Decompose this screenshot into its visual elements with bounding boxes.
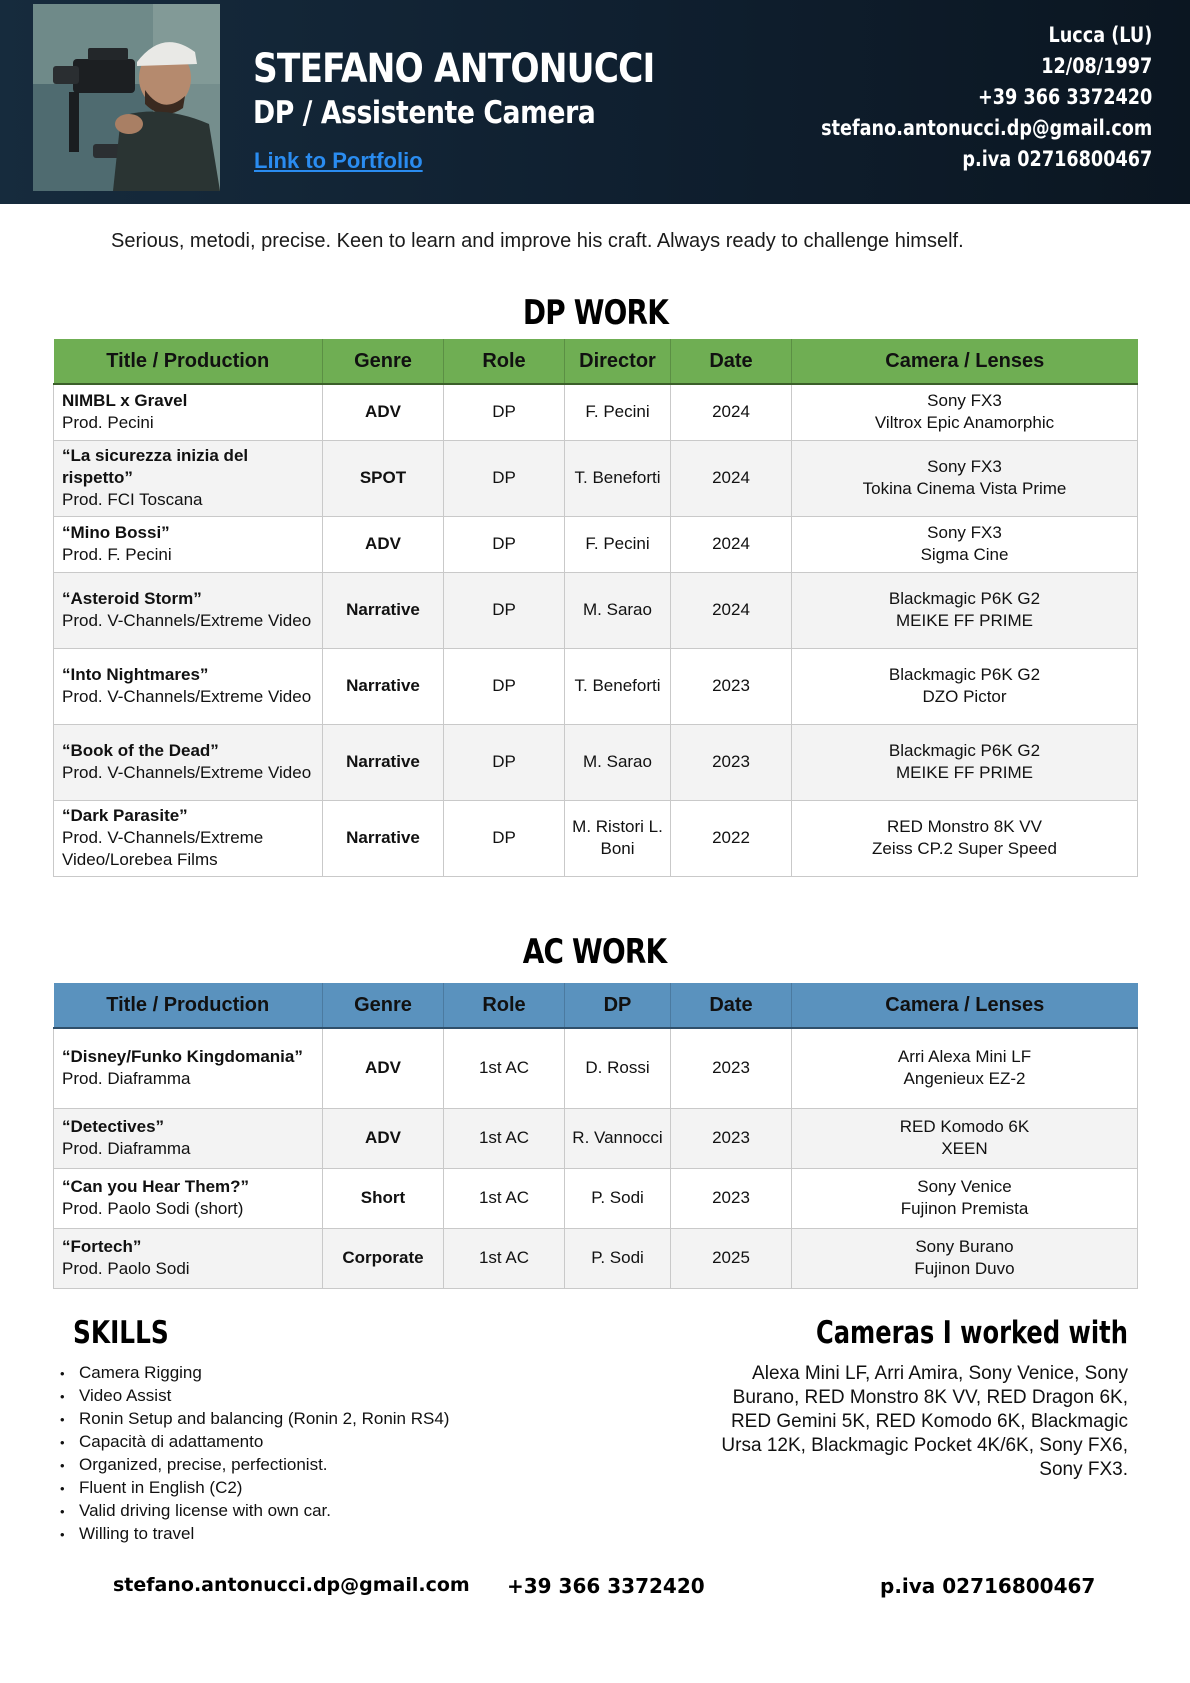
- project-title: “Mino Bossi”: [62, 523, 170, 542]
- director-cell: F. Pecini: [565, 516, 671, 572]
- project-title: “Into Nightmares”: [62, 665, 209, 684]
- ac-header-cell: Date: [671, 983, 792, 1028]
- date-cell: 2024: [671, 440, 792, 516]
- role-cell: 1st AC: [444, 1108, 565, 1168]
- production-name: Prod. Diaframma: [62, 1139, 191, 1158]
- table-row: [54, 516, 1138, 572]
- project-title: “Can you Hear Them?”: [62, 1177, 250, 1196]
- director-cell: R. Vannocci: [565, 1108, 671, 1168]
- title-production-cell: [54, 724, 323, 800]
- camera-name: Blackmagic P6K G2: [888, 665, 1041, 684]
- title-production-cell: [54, 1168, 323, 1228]
- ac-header-cell: Camera / Lenses: [792, 983, 1138, 1028]
- production-name: Prod. V-Channels/Extreme Video: [62, 611, 312, 630]
- cameras-title: Cameras I worked with: [816, 1315, 1128, 1351]
- intro-text: Serious, metodi, precise. Keen to learn and improve his craft. Always ready to challenge himself.: [111, 230, 964, 252]
- project-title: “Fortech”: [62, 1237, 142, 1256]
- ac-work-table: [53, 983, 1138, 1289]
- title-production-cell: [54, 384, 323, 440]
- date-cell: 2023: [671, 724, 792, 800]
- date-cell: 2023: [671, 1108, 792, 1168]
- title-production-cell: [54, 1108, 323, 1168]
- table-row: [54, 800, 1138, 876]
- role-cell: DP: [444, 384, 565, 440]
- table-row: [54, 648, 1138, 724]
- production-name: Prod. Pecini: [62, 413, 154, 433]
- genre-cell: Short: [323, 1168, 444, 1228]
- header-banner: [0, 0, 1190, 204]
- director-cell: T. Beneforti: [565, 648, 671, 724]
- dp-work-title: DP WORK: [522, 293, 668, 333]
- production-name: Prod. Paolo Sodi (short): [62, 1199, 244, 1218]
- role-cell: 1st AC: [444, 1168, 565, 1228]
- role-cell: 1st AC: [444, 1028, 565, 1108]
- camera-lenses-cell: [792, 516, 1138, 572]
- dp-work-table: [53, 339, 1138, 877]
- cameras-list-text: Alexa Mini LF, Arri Amira, Sony Venice, Sony Burano, RED Monstro 8K VV, RED Dragon 6K, RED Gemini 5K, RED Komodo 6K, Blackmagic Ursa 12K, Blackmagic Pocket 4K/6K, Sony FX6, Sony FX3.: [721, 1363, 1128, 1480]
- camera-lenses-cell: [792, 1228, 1138, 1288]
- skill-item: • Valid driving license with own car.: [60, 1500, 449, 1523]
- camera-name: RED Monstro 8K VV: [887, 817, 1042, 836]
- skill-item: • Ronin Setup and balancing (Ronin 2, Ronin RS4): [60, 1408, 449, 1431]
- lens-name: Tokina Cinema Vista Prime: [862, 479, 1067, 498]
- camera-lenses-cell: [792, 384, 1138, 440]
- ac-table-header-row: [54, 983, 1138, 1028]
- camera-lenses-cell: [792, 440, 1138, 516]
- portfolio-link[interactable]: Link to Portfolio: [254, 148, 423, 173]
- dp-header-cell: Title / Production: [54, 339, 323, 384]
- camera-name: RED Komodo 6K: [899, 1117, 1030, 1136]
- skills-list: [60, 1362, 449, 1546]
- director-cell: D. Rossi: [565, 1028, 671, 1108]
- footer-vat: p.iva 02716800467: [880, 1574, 1096, 1598]
- table-row: [54, 440, 1138, 516]
- date-cell: 2024: [671, 572, 792, 648]
- role-cell: DP: [444, 724, 565, 800]
- genre-cell: ADV: [323, 1028, 444, 1108]
- title-production-cell: [54, 516, 323, 572]
- role-cell: DP: [444, 516, 565, 572]
- role-cell: DP: [444, 800, 565, 876]
- skill-item: • Fluent in English (C2): [60, 1477, 449, 1500]
- production-name: Prod. Diaframma: [62, 1069, 191, 1089]
- ac-header-cell: DP: [565, 983, 671, 1028]
- ac-header-cell: Role: [444, 983, 565, 1028]
- date-cell: 2023: [671, 1028, 792, 1108]
- date-cell: 2022: [671, 800, 792, 876]
- dp-table-header-row: [54, 339, 1138, 384]
- title-production-cell: [54, 648, 323, 724]
- production-name: Prod. V-Channels/Extreme Video: [62, 763, 312, 782]
- lens-name: MEIKE FF PRIME: [896, 611, 1033, 630]
- director-cell: M. Sarao: [565, 724, 671, 800]
- footer-email: stefano.antonucci.dp@gmail.com: [113, 1574, 470, 1596]
- lens-name: Zeiss CP.2 Super Speed: [872, 839, 1057, 858]
- contact-birthdate: 12/08/1997: [1040, 54, 1152, 78]
- director-cell: T. Beneforti: [565, 440, 671, 516]
- table-row: [54, 724, 1138, 800]
- project-title: “Disney/Funko Kingdomania”: [62, 1047, 303, 1067]
- genre-cell: Narrative: [323, 724, 444, 800]
- skill-item: • Willing to travel: [60, 1523, 449, 1546]
- profile-photo: [33, 4, 220, 191]
- project-title: “La sicurezza inizia del rispetto”: [62, 446, 249, 487]
- table-row: [54, 1228, 1138, 1288]
- table-row: [54, 1028, 1138, 1108]
- date-cell: 2024: [671, 516, 792, 572]
- camera-lenses-cell: [792, 1108, 1138, 1168]
- ac-table-body: [54, 1028, 1138, 1288]
- project-title: NIMBL x Gravel: [62, 391, 188, 411]
- camera-lenses-cell: [792, 1168, 1138, 1228]
- camera-lenses-cell: [792, 572, 1138, 648]
- title-production-cell: [54, 1228, 323, 1288]
- genre-cell: Corporate: [323, 1228, 444, 1288]
- lens-name: Angenieux EZ-2: [903, 1069, 1026, 1089]
- camera-name: Sony FX3: [927, 391, 1002, 411]
- role-cell: DP: [444, 572, 565, 648]
- project-title: “Detectives”: [62, 1117, 165, 1136]
- contact-phone: +39 366 3372420: [977, 85, 1152, 109]
- role-cell: 1st AC: [444, 1228, 565, 1288]
- camera-name: Sony Venice: [917, 1177, 1012, 1196]
- director-cell: M. Sarao: [565, 572, 671, 648]
- dp-header-cell: Camera / Lenses: [792, 339, 1138, 384]
- genre-cell: ADV: [323, 384, 444, 440]
- skills-title: SKILLS: [73, 1315, 169, 1351]
- director-cell: P. Sodi: [565, 1168, 671, 1228]
- production-name: Prod. F. Pecini: [62, 545, 172, 564]
- lens-name: MEIKE FF PRIME: [896, 763, 1033, 782]
- director-cell: M. Ristori L. Boni: [565, 800, 671, 876]
- lens-name: Sigma Cine: [920, 545, 1009, 564]
- contact-vat: p.iva 02716800467: [962, 147, 1152, 171]
- genre-cell: ADV: [323, 1108, 444, 1168]
- camera-name: Blackmagic P6K G2: [888, 741, 1041, 760]
- production-name: Prod. FCI Toscana: [62, 490, 203, 509]
- table-row: [54, 1168, 1138, 1228]
- camera-name: Sony FX3: [927, 523, 1002, 542]
- project-title: “Asteroid Storm”: [62, 589, 202, 608]
- director-cell: F. Pecini: [565, 384, 671, 440]
- date-cell: 2024: [671, 384, 792, 440]
- production-name: Prod. V-Channels/Extreme Video: [62, 687, 312, 706]
- person-name: STEFANO ANTONUCCI: [253, 46, 655, 92]
- lens-name: Fujinon Duvo: [914, 1259, 1015, 1278]
- genre-cell: Narrative: [323, 800, 444, 876]
- lens-name: Viltrox Epic Anamorphic: [874, 413, 1055, 433]
- dp-header-cell: Date: [671, 339, 792, 384]
- date-cell: 2023: [671, 1168, 792, 1228]
- camera-name: Blackmagic P6K G2: [888, 589, 1041, 608]
- lens-name: XEEN: [941, 1139, 988, 1158]
- ac-header-cell: Genre: [323, 983, 444, 1028]
- production-name: Prod. V-Channels/Extreme Video/Lorebea Films: [62, 828, 264, 869]
- dp-header-cell: Role: [444, 339, 565, 384]
- camera-lenses-cell: [792, 800, 1138, 876]
- table-row: [54, 572, 1138, 648]
- skill-item: • Capacità di adattamento: [60, 1431, 449, 1454]
- title-production-cell: [54, 1028, 323, 1108]
- genre-cell: Narrative: [323, 572, 444, 648]
- genre-cell: Narrative: [323, 648, 444, 724]
- job-title: DP / Assistente Camera: [253, 95, 596, 131]
- title-production-cell: [54, 572, 323, 648]
- skill-item: • Camera Rigging: [60, 1362, 449, 1385]
- skill-item: • Organized, precise, perfectionist.: [60, 1454, 449, 1477]
- role-cell: DP: [444, 440, 565, 516]
- lens-name: Fujinon Premista: [900, 1199, 1029, 1218]
- camera-name: Sony FX3: [927, 457, 1002, 476]
- lens-name: DZO Pictor: [922, 687, 1007, 706]
- genre-cell: ADV: [323, 516, 444, 572]
- dp-header-cell: Director: [565, 339, 671, 384]
- table-row: [54, 384, 1138, 440]
- table-row: [54, 1108, 1138, 1168]
- skill-item: • Video Assist: [60, 1385, 449, 1408]
- dp-header-cell: Genre: [323, 339, 444, 384]
- director-cell: P. Sodi: [565, 1228, 671, 1288]
- camera-name: Arri Alexa Mini LF: [897, 1047, 1032, 1067]
- title-production-cell: [54, 440, 323, 516]
- ac-work-title: AC WORK: [523, 932, 667, 972]
- date-cell: 2023: [671, 648, 792, 724]
- production-name: Prod. Paolo Sodi: [62, 1259, 190, 1278]
- contact-email: stefano.antonucci.dp@gmail.com: [820, 116, 1152, 140]
- footer-phone: +39 366 3372420: [507, 1574, 705, 1598]
- project-title: “Dark Parasite”: [62, 806, 188, 825]
- ac-header-cell: Title / Production: [54, 983, 323, 1028]
- date-cell: 2025: [671, 1228, 792, 1288]
- contact-city: Lucca (LU): [1048, 23, 1152, 47]
- camera-name: Sony Burano: [915, 1237, 1014, 1256]
- title-production-cell: [54, 800, 323, 876]
- camera-lenses-cell: [792, 1028, 1138, 1108]
- dp-table-body: [54, 384, 1138, 876]
- genre-cell: SPOT: [323, 440, 444, 516]
- role-cell: DP: [444, 648, 565, 724]
- camera-lenses-cell: [792, 648, 1138, 724]
- camera-lenses-cell: [792, 724, 1138, 800]
- contact-block: [758, 20, 1152, 175]
- project-title: “Book of the Dead”: [62, 741, 219, 760]
